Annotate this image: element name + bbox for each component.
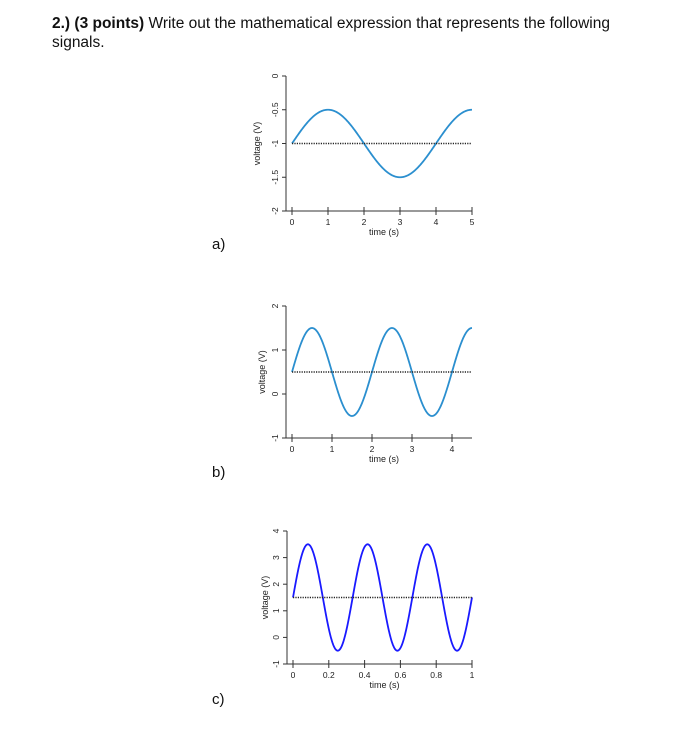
y-tick-label: -1.5 xyxy=(270,169,280,185)
y-axis-title: voltage (V) xyxy=(260,575,270,620)
y-axis-title: voltage (V) xyxy=(257,350,267,394)
x-tick-label: 0.8 xyxy=(430,670,443,680)
part-label-a: a) xyxy=(212,236,226,253)
y-tick-label: -2 xyxy=(270,207,280,215)
y-tick-label: 1 xyxy=(271,608,281,614)
y-tick-label: 2 xyxy=(271,581,281,587)
y-tick-label: 0 xyxy=(271,635,281,640)
part-label-c: c) xyxy=(212,691,225,708)
y-tick-label: 1 xyxy=(270,347,280,353)
x-tick-label: 4 xyxy=(433,217,439,227)
x-tick-label: 1 xyxy=(325,217,331,227)
x-tick-label: 5 xyxy=(469,217,475,227)
x-tick-label: 0 xyxy=(289,217,295,227)
question-number: 2.) xyxy=(52,15,71,32)
y-tick-label: 0 xyxy=(270,391,280,397)
y-axis-title: voltage (V) xyxy=(252,121,262,166)
part-label-b: b) xyxy=(212,464,226,481)
x-tick-label: 2 xyxy=(361,217,367,227)
y-tick-label: 2 xyxy=(270,303,280,309)
x-tick-label: 1 xyxy=(329,444,335,454)
y-tick-label: 0 xyxy=(270,73,280,79)
x-tick-label: 0 xyxy=(290,670,296,680)
y-tick-label: 4 xyxy=(271,528,281,534)
question-body: Write out the mathematical expression that represents the following signals. xyxy=(52,15,610,51)
question-points: (3 points) xyxy=(74,15,145,32)
y-tick-label: 3 xyxy=(271,555,281,560)
x-tick-label: 0.6 xyxy=(394,670,407,680)
x-tick-label: 3 xyxy=(397,217,403,227)
x-tick-label: 0.2 xyxy=(322,670,335,680)
x-axis-title: time (s) xyxy=(369,680,400,690)
y-tick-label: -1 xyxy=(271,660,281,668)
x-tick-label: 3 xyxy=(409,444,415,454)
y-tick-label: -0.5 xyxy=(270,102,280,118)
x-tick-label: 0.4 xyxy=(358,670,371,680)
x-tick-label: 2 xyxy=(369,444,375,454)
y-tick-label: -1 xyxy=(270,139,280,148)
x-axis-title: time (s) xyxy=(369,227,399,237)
x-tick-label: 1 xyxy=(469,670,475,680)
x-tick-label: 0 xyxy=(289,444,295,454)
x-tick-label: 4 xyxy=(449,444,455,454)
x-axis-title: time (s) xyxy=(369,454,399,464)
y-tick-label: -1 xyxy=(270,434,280,442)
